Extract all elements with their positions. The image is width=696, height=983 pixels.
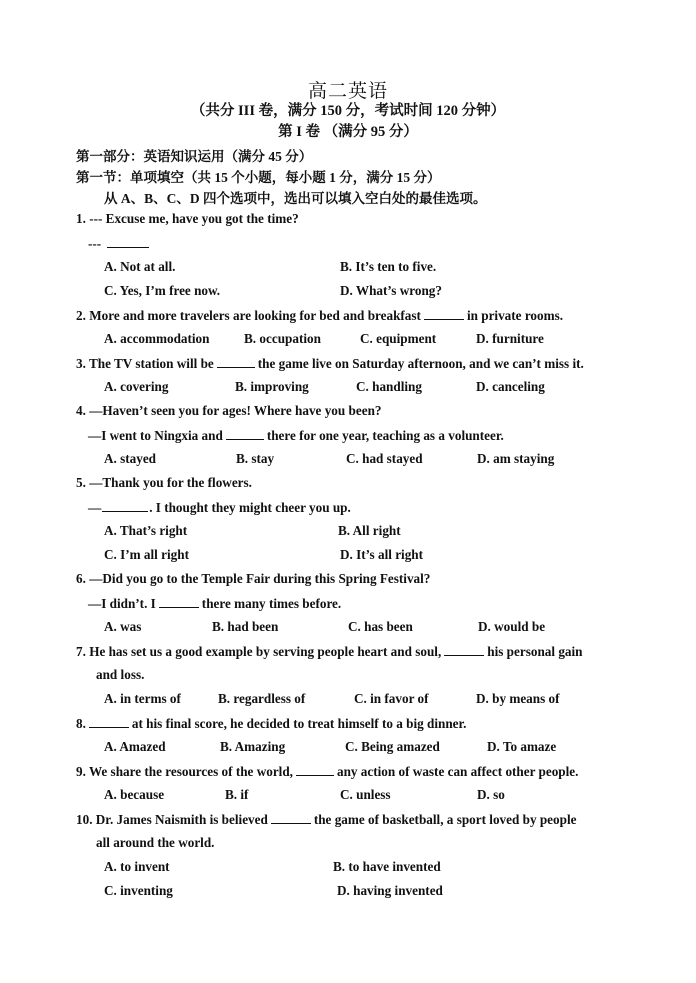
q1-option-c: C. Yes, I’m free now. — [104, 283, 221, 298]
question-1-dash: --- — [88, 236, 105, 251]
q7-option-b: B. regardless of — [218, 691, 306, 706]
q10-option-d: D. having invented — [337, 883, 443, 898]
q5-option-a: A. That’s right — [104, 523, 188, 538]
question-10-text-a: 10. Dr. James Naismith is believed — [76, 812, 268, 827]
question-5-text: 5. —Thank you for the flowers. — [76, 475, 252, 490]
question-5-reply-a: — — [88, 500, 102, 515]
q9-option-c: C. unless — [340, 787, 391, 802]
question-10-continuation: all around the world. — [96, 835, 215, 850]
exam-subtitle: （共分 III 卷，满分 150 分，考试时间 120 分钟） — [190, 103, 506, 119]
instruction-text: 从 A、B、C、D 四个选项中，选出可以填入空白处的最佳选项。 — [104, 191, 487, 206]
question-7-stem — [76, 643, 583, 660]
question-5-reply-b: . I thought they might cheer you up. — [149, 500, 351, 515]
question-1-text: 1. --- Excuse me, have you got the time? — [76, 211, 299, 226]
q9-option-d: D. so — [477, 787, 505, 802]
question-7-continuation: and loss. — [96, 667, 145, 682]
q2-option-d: D. furniture — [476, 331, 544, 346]
q7-option-a: A. in terms of — [104, 691, 181, 706]
q2-option-a: A. accommodation — [104, 331, 210, 346]
question-3-text-a: 3. The TV station will be — [76, 356, 214, 371]
section-heading: 第一节：单项填空（共 15 个小题，每小题 1 分，满分 15 分） — [76, 170, 441, 185]
q9-option-a: A. because — [104, 787, 165, 802]
q8-option-d: D. To amaze — [487, 739, 557, 754]
question-4-reply — [88, 427, 504, 444]
question-6-reply-b: there many times before. — [201, 596, 342, 611]
part-heading: 第一部分：英语知识运用（满分 45 分） — [76, 149, 313, 164]
q4-option-c: C. had stayed — [346, 451, 423, 466]
question-4-reply-a: —I went to Ningxia and — [88, 428, 223, 443]
q4-option-b: B. stay — [236, 451, 275, 466]
question-9-text-b: any action of waste can affect other people. — [336, 764, 579, 779]
q2-option-c: C. equipment — [360, 331, 437, 346]
question-7-text-a: 7. He has set us a good example by serving people heart and soul, — [76, 644, 442, 659]
q8-option-c: C. Being amazed — [345, 739, 440, 754]
answer-blank — [159, 595, 199, 608]
question-2-text-b: in private rooms. — [466, 308, 564, 323]
q5-option-d: D. It’s all right — [340, 547, 424, 562]
answer-blank — [296, 763, 334, 776]
question-4-reply-b: there for one year, teaching as a volunteer. — [266, 428, 504, 443]
q3-option-a: A. covering — [104, 379, 169, 394]
answer-blank — [226, 427, 264, 440]
question-5-stem — [76, 475, 252, 491]
question-6-reply-a: —I didn’t. I — [88, 596, 156, 611]
question-1-stem — [76, 211, 299, 227]
q2-option-b: B. occupation — [244, 331, 321, 346]
q7-option-c: C. in favor of — [354, 691, 429, 706]
question-8-text: at his final score, he decided to treat himself to a big dinner. — [131, 716, 467, 731]
question-7-text-b: his personal gain — [487, 644, 583, 659]
answer-blank — [271, 811, 311, 824]
q3-option-c: C. handling — [356, 379, 422, 394]
q4-option-a: A. stayed — [104, 451, 157, 466]
question-4-text: 4. —Haven’t seen you for ages! Where have you been? — [76, 403, 382, 418]
question-8-stem — [76, 715, 466, 732]
q8-option-a: A. Amazed — [104, 739, 166, 754]
question-1-answer-line — [88, 235, 152, 252]
question-9-text-a: 9. We share the resources of the world, — [76, 764, 293, 779]
q1-option-d: D. What’s wrong? — [340, 283, 442, 298]
question-10-stem — [76, 811, 576, 828]
q1-option-b: B. It’s ten to five. — [340, 259, 437, 274]
q9-option-b: B. if — [225, 787, 249, 802]
question-5-reply — [88, 499, 351, 516]
question-2-text-a: 2. More and more travelers are looking for bed and breakfast — [76, 308, 421, 323]
q1-option-a: A. Not at all. — [104, 259, 176, 274]
question-2-stem — [76, 307, 563, 324]
answer-blank — [217, 355, 255, 368]
q10-option-b: B. to have invented — [333, 859, 441, 874]
q6-option-d: D. would be — [478, 619, 546, 634]
q5-option-c: C. I’m all right — [104, 547, 189, 562]
q6-option-b: B. had been — [212, 619, 279, 634]
answer-blank — [102, 499, 148, 512]
q3-option-d: D. canceling — [476, 379, 545, 394]
answer-blank — [107, 235, 149, 248]
q3-option-b: B. improving — [235, 379, 309, 394]
question-9-stem — [76, 763, 578, 780]
q7-option-d: D. by means of — [476, 691, 560, 706]
q8-option-b: B. Amazing — [220, 739, 286, 754]
q10-option-c: C. inventing — [104, 883, 173, 898]
q10-option-a: A. to invent — [104, 859, 170, 874]
answer-blank — [444, 643, 484, 656]
question-3-stem — [76, 355, 584, 372]
question-10-text-b: the game of basketball, a sport loved by people — [313, 812, 577, 827]
q6-option-a: A. was — [104, 619, 142, 634]
exam-title: 高二英语 — [307, 81, 388, 102]
question-4-stem — [76, 403, 382, 419]
q5-option-b: B. All right — [338, 523, 401, 538]
question-6-text: 6. —Did you go to the Temple Fair during this Spring Festival? — [76, 571, 431, 586]
answer-blank — [424, 307, 464, 320]
q4-option-d: D. am staying — [477, 451, 555, 466]
answer-blank — [89, 715, 129, 728]
question-3-text-b: the game live on Saturday afternoon, and we can’t miss it. — [257, 356, 584, 371]
question-8-number: 8. — [76, 716, 86, 731]
volume-title: 第 I 卷 （满分 95 分） — [278, 124, 418, 140]
q6-option-c: C. has been — [348, 619, 413, 634]
question-6-reply — [88, 595, 341, 612]
question-6-stem — [76, 571, 430, 587]
